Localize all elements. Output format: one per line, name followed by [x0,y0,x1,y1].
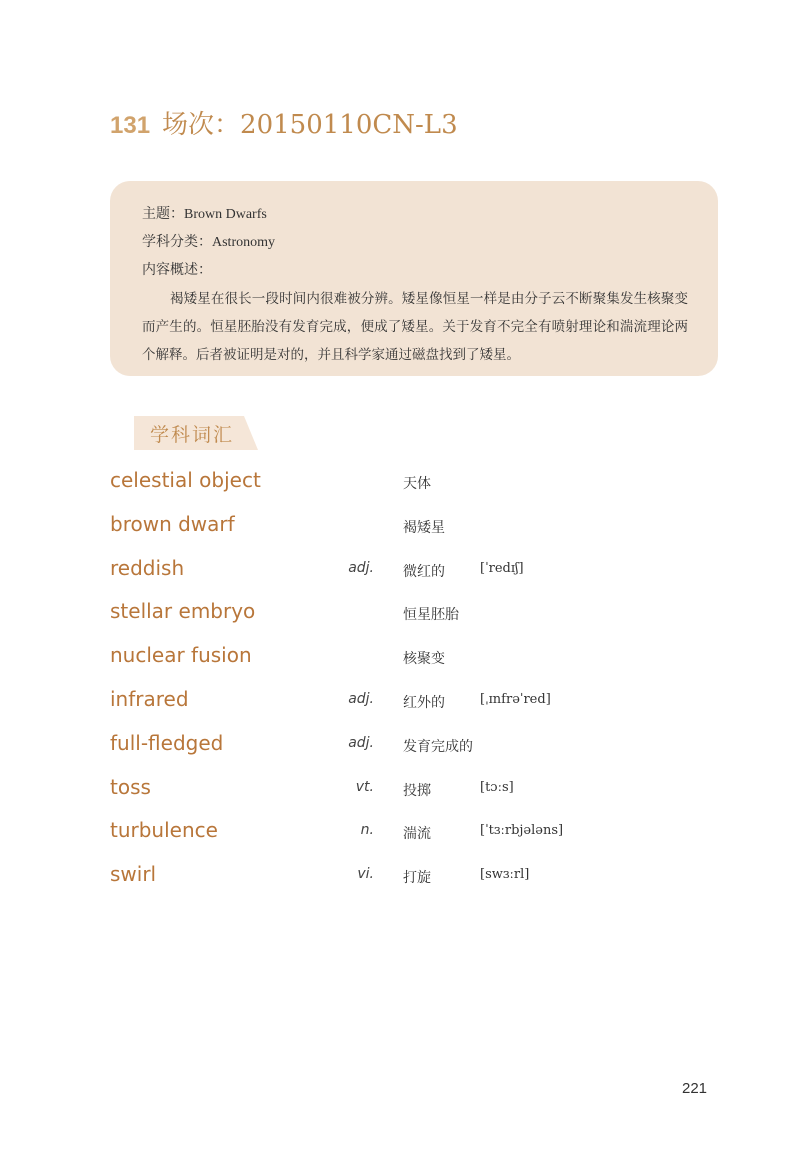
vocab-pos: adj. [348,690,374,707]
vocab-meaning: 投掷 [403,782,431,799]
vocab-row [110,681,710,725]
vocab-phonetic: [ˈtɜːrbjələns] [480,823,564,839]
vocab-meaning: 打旋 [403,870,431,887]
vocab-meaning: 褐矮星 [403,519,445,536]
vocab-meaning: 湍流 [403,826,431,843]
vocab-term: turbulence [110,818,218,843]
vocab-meaning: 发育完成的 [403,738,473,755]
vocab-phonetic: [ˈredɪʃ] [480,560,524,576]
vocab-row [110,637,710,681]
vocab-term: reddish [110,555,185,580]
vocab-meaning: 微红的 [403,563,445,580]
session-title: 场次：20150110CN-L3 [162,110,458,140]
vocab-term: swirl [110,862,157,887]
topic-label: 主题： [142,206,184,222]
vocab-term: full-fledged [110,730,224,755]
info-box [110,181,718,376]
vocab-row [110,593,710,637]
summary-text: 褐矮星在很长一段时间内很难被分辨。矮星像恒星一样是由分子云不断聚集发生核聚变而产生的。恒星胚胎没有发育完成，便成了矮星。关于发育不完全有喷射理论和湍流理论两个解释。后者被证明是对的，并且科学家通过磁盘找到了矮星。 [142,291,688,363]
subject-label: 学科分类： [142,234,212,250]
page-number: 221 [682,1080,708,1097]
page-title [110,104,458,144]
section-number: 131 [110,112,151,139]
vocab-meaning: 天体 [403,476,431,492]
topic-value: Brown Dwarfs [184,207,267,222]
vocab-pos: vt. [355,778,374,795]
vocab-phonetic: [ˌɪnfrəˈred] [480,691,551,707]
vocab-meaning: 恒星胚胎 [403,607,459,624]
section-title: 学科词汇 [150,424,235,446]
vocab-pos: vi. [357,866,374,883]
vocab-term: toss [110,774,151,799]
vocab-pos: adj. [348,734,374,751]
vocab-row [110,856,710,900]
vocab-term: brown dwarf [110,511,235,536]
topic-line [142,199,688,227]
vocab-term: infrared [110,686,189,711]
subject-line [142,227,688,255]
vocab-row [110,506,710,550]
vocab-pos: n. [360,822,374,839]
vocab-term: stellar embryo [110,599,256,624]
vocab-row [110,550,710,594]
vocab-phonetic: [swɜːrl] [480,867,530,883]
summary-line [142,255,688,283]
vocab-row [110,812,710,856]
section-tab [134,416,258,450]
vocab-meaning: 核聚变 [403,651,445,668]
vocab-row [110,725,710,769]
summary-label: 内容概述： [142,262,212,278]
vocab-phonetic: [tɔːs] [480,779,514,795]
vocab-row [110,769,710,813]
vocab-pos: adj. [348,559,374,576]
vocab-meaning: 红外的 [403,694,445,711]
vocab-term: celestial object [110,468,261,492]
subject-value: Astronomy [212,235,275,250]
vocab-term: nuclear fusion [110,643,252,668]
vocab-list [110,462,710,900]
vocab-row [110,462,710,506]
